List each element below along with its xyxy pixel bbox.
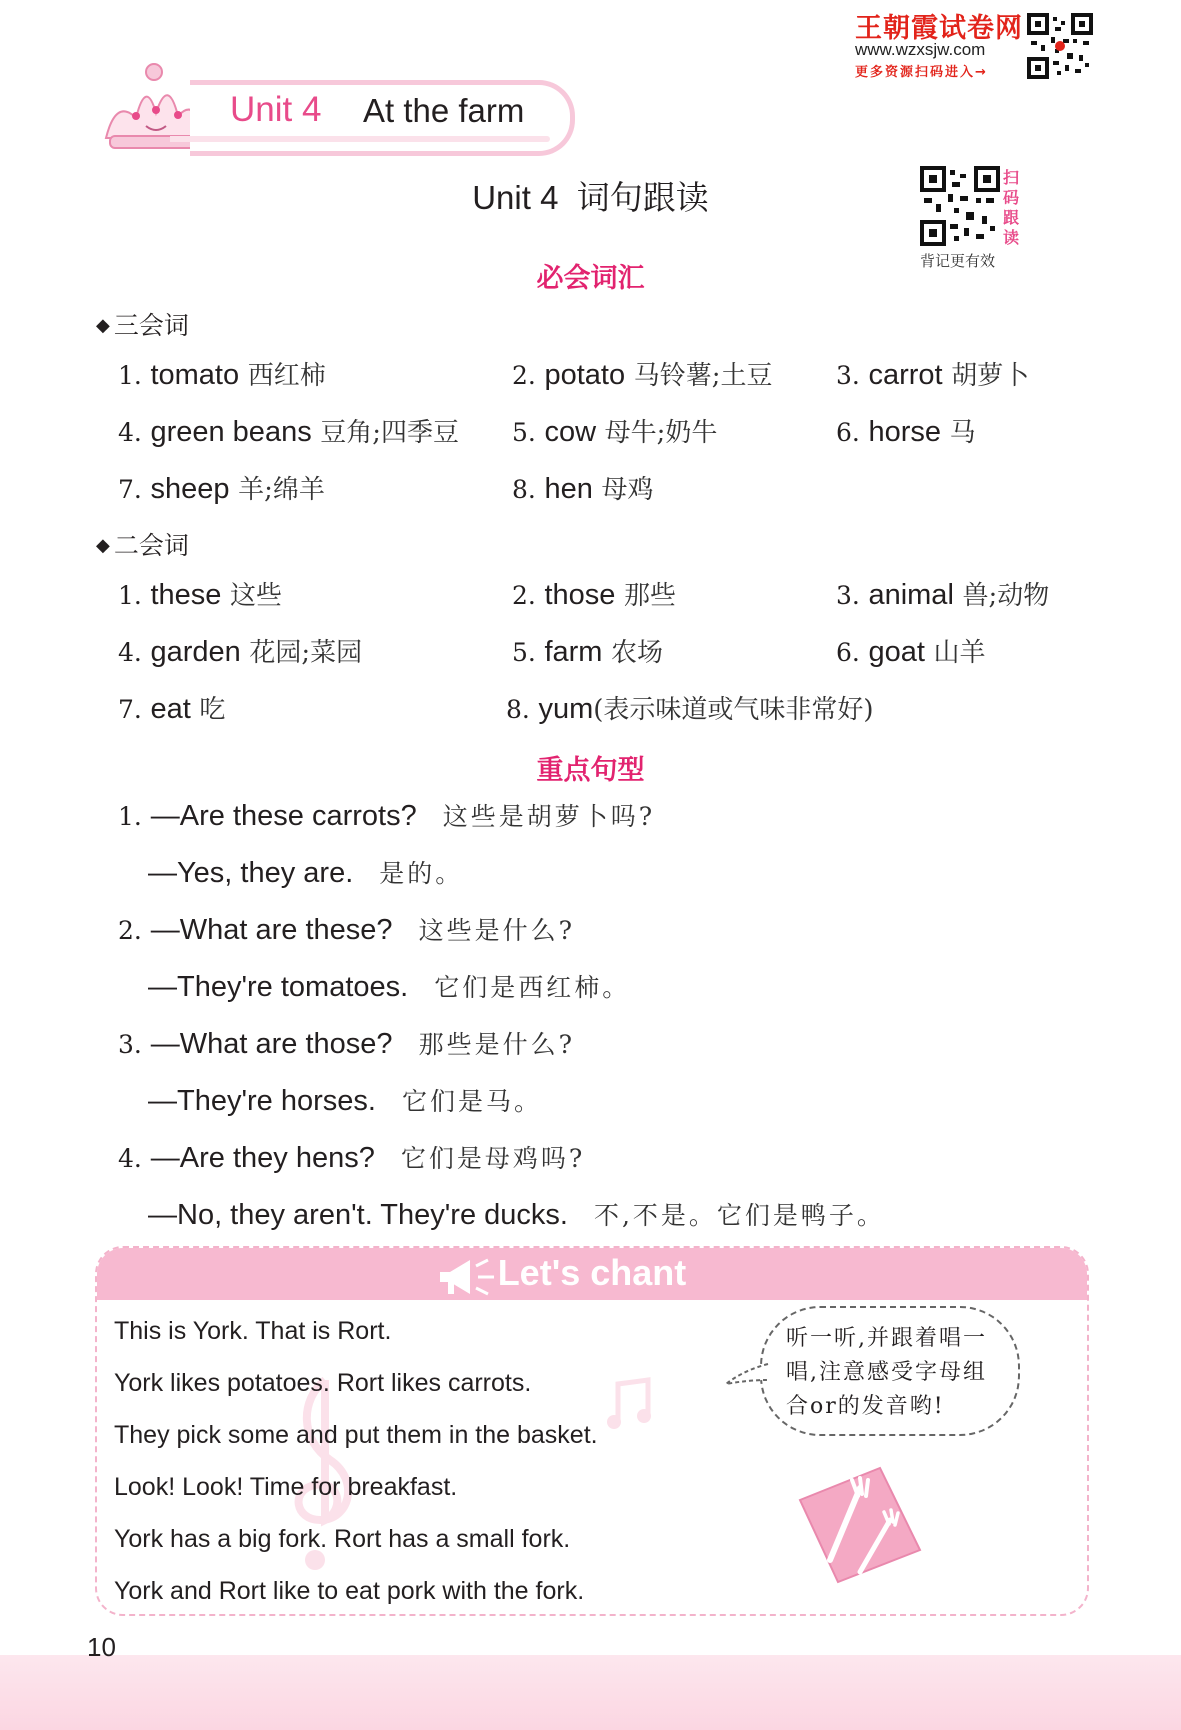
- sentence-line: —No, they aren't. They're ducks. 不,不是。它们是鸭子。: [148, 1199, 885, 1231]
- speech-bubble-text: 听一听,并跟着唱一唱,注意感受字母组合or的发音哟!: [786, 1326, 987, 1419]
- chant-line: York has a big fork. Rort has a small fork.: [114, 1525, 571, 1553]
- sentence-line: 3. —What are those? 那些是什么?: [118, 1028, 575, 1060]
- vocab-item: 5. cow 母牛;奶牛: [512, 416, 718, 448]
- sentence-line: —They're tomatoes. 它们是西红柿。: [148, 971, 631, 1003]
- vocab-item: 8. yum(表示味道或气味非常好): [506, 693, 874, 725]
- page-number: 10: [87, 1632, 116, 1662]
- vocab-item: 3. carrot 胡萝卜: [836, 359, 1030, 391]
- unit-number: Unit 4: [230, 90, 322, 129]
- read-along-qr-code-icon[interactable]: [920, 166, 1000, 246]
- vocab-item: 4. green beans 豆角;四季豆: [118, 416, 460, 448]
- chant-line: They pick some and put them in the basket.: [114, 1421, 598, 1449]
- section-title: Unit 4 词句跟读: [472, 179, 709, 216]
- vocab-item: 3. animal 兽;动物: [836, 579, 1050, 611]
- brand-title: 王朝霞试卷网: [855, 13, 1023, 44]
- chant-line: Look! Look! Time for breakfast.: [114, 1473, 458, 1501]
- three-skill-label: ◆ 三会词: [96, 311, 189, 340]
- qr-caption: 背记更有效: [920, 252, 996, 270]
- vocab-item: 4. garden 花园;菜园: [118, 636, 363, 668]
- qr-side-label: 扫码跟读: [1003, 168, 1020, 247]
- brand-qr-code-icon[interactable]: [1027, 13, 1093, 79]
- sentence-line: —They're horses. 它们是马。: [148, 1085, 542, 1117]
- sentence-line: 2. —What are these? 这些是什么?: [118, 914, 575, 946]
- vocab-item: 6. horse 马: [836, 416, 976, 448]
- unit-banner-shadow: [170, 136, 550, 142]
- vocab-item: 2. potato 马铃薯;土豆: [512, 359, 773, 391]
- fork-plate-icon: [790, 1460, 930, 1590]
- two-skill-label: ◆ 二会词: [96, 531, 189, 560]
- vocab-item: 7. sheep 羊;绵羊: [118, 473, 325, 505]
- chant-title: Let's chant: [497, 1252, 687, 1293]
- vocab-item: 1. these 这些: [118, 579, 283, 611]
- speech-bubble-tail-icon: [724, 1358, 770, 1388]
- sentence-line: 1. —Are these carrots? 这些是胡萝卜吗?: [118, 800, 656, 832]
- vocab-item: 7. eat 吃: [118, 693, 226, 725]
- vocab-item: 5. farm 农场: [512, 636, 664, 668]
- vocab-item: 1. tomato 西红柿: [118, 359, 326, 391]
- vocab-item: 2. those 那些: [512, 579, 677, 611]
- sentence-heading: 重点句型: [536, 755, 645, 786]
- sentence-line: 4. —Are they hens? 它们是母鸡吗?: [118, 1142, 586, 1174]
- chant-line: York and Rort like to eat pork with the fork.: [114, 1577, 585, 1605]
- chant-line: York likes potatoes. Rort likes carrots.: [114, 1369, 532, 1397]
- music-note-small-icon: [600, 1376, 660, 1436]
- bottom-band: [0, 1655, 1181, 1730]
- unit-title: At the farm: [363, 92, 525, 129]
- brand-tagline: 更多资源扫码进入→: [855, 65, 988, 80]
- vocab-item: 8. hen 母鸡: [512, 473, 654, 505]
- chant-line: This is York. That is Rort.: [114, 1317, 392, 1345]
- vocab-heading: 必会词汇: [536, 263, 645, 294]
- megaphone-icon: [436, 1256, 498, 1298]
- sentence-line: —Yes, they are. 是的。: [148, 857, 464, 889]
- vocab-item: 6. goat 山羊: [836, 636, 986, 668]
- brand-url[interactable]: www.wzxsjw.com: [855, 40, 986, 59]
